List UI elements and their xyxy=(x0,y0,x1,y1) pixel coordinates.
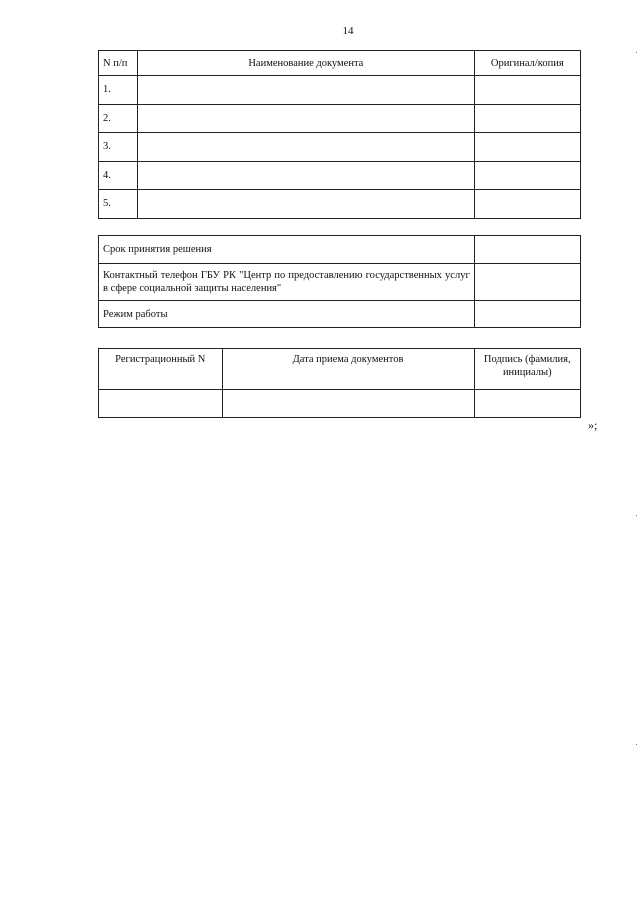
header-acceptance-date: Дата приема документов xyxy=(222,349,474,390)
table-header-row xyxy=(99,349,581,390)
original-copy-cell xyxy=(474,133,580,162)
scan-speck xyxy=(636,52,637,53)
table-row xyxy=(99,264,581,301)
registration-number-cell xyxy=(99,390,223,418)
scan-speck xyxy=(636,744,637,745)
table-row xyxy=(99,236,581,264)
service-info-table xyxy=(98,235,581,328)
document-name-cell xyxy=(138,133,474,162)
document-name-cell xyxy=(138,161,474,190)
original-copy-cell xyxy=(474,104,580,133)
scan-speck xyxy=(636,515,637,516)
row-number: 1. xyxy=(99,76,138,105)
document-name-cell xyxy=(138,190,474,219)
contact-phone-label: Контактный телефон ГБУ РК "Центр по предоставлению государственных услуг в сфере социальной защиты населения" xyxy=(99,264,475,301)
working-hours-label: Режим работы xyxy=(99,301,475,328)
table-row xyxy=(99,104,581,133)
document-name-cell xyxy=(138,104,474,133)
header-document-name: Наименование документа xyxy=(138,51,474,76)
signature-cell xyxy=(474,390,580,418)
original-copy-cell xyxy=(474,76,580,105)
table-header-row xyxy=(99,51,581,76)
decision-period-value xyxy=(474,236,580,264)
table-row xyxy=(99,390,581,418)
row-number: 5. xyxy=(99,190,138,219)
contact-phone-value xyxy=(474,264,580,301)
table-row xyxy=(99,190,581,219)
header-original-copy: Оригинал/копия xyxy=(474,51,580,76)
working-hours-value xyxy=(474,301,580,328)
original-copy-cell xyxy=(474,161,580,190)
table-row xyxy=(99,301,581,328)
original-copy-cell xyxy=(474,190,580,219)
header-registration-number: Регистрационный N xyxy=(99,349,223,390)
row-number: 3. xyxy=(99,133,138,162)
document-name-cell xyxy=(138,76,474,105)
documents-table xyxy=(98,50,581,219)
page-number: 14 xyxy=(342,25,354,37)
acceptance-date-cell xyxy=(222,390,474,418)
table-row xyxy=(99,133,581,162)
header-signature: Подпись (фамилия, инициалы) xyxy=(474,349,580,390)
registration-table xyxy=(98,348,581,418)
table-row xyxy=(99,161,581,190)
row-number: 2. xyxy=(99,104,138,133)
table-row xyxy=(99,76,581,105)
decision-period-label: Срок принятия решения xyxy=(99,236,475,264)
row-number: 4. xyxy=(99,161,138,190)
closing-quote-mark: »; xyxy=(588,418,598,432)
header-number: N п/п xyxy=(99,51,138,76)
